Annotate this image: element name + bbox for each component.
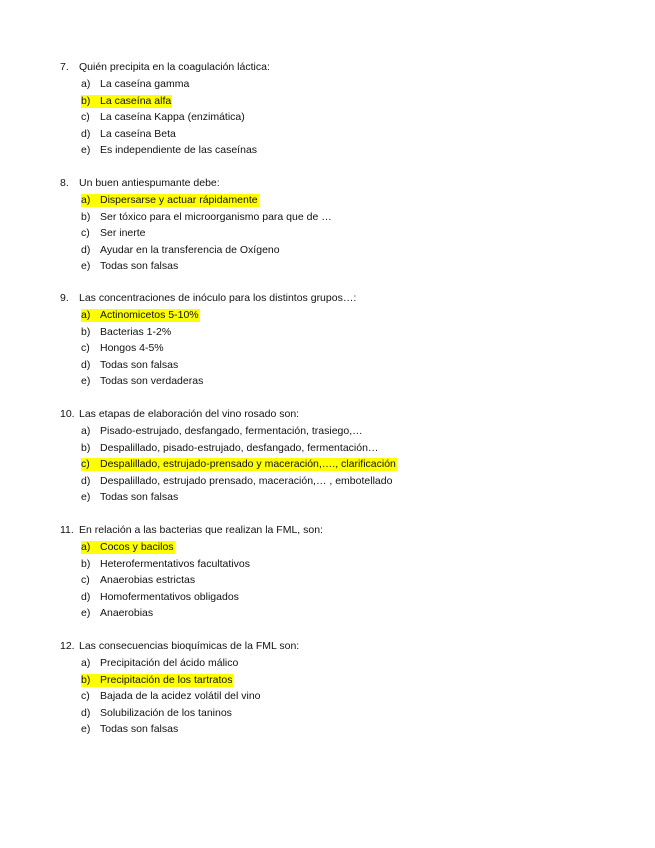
option-e	[60, 258, 620, 275]
option-content	[81, 425, 364, 438]
option-letter: d)	[81, 590, 91, 603]
option-e	[60, 489, 620, 506]
option-text: Ser inerte	[100, 227, 146, 240]
option-text: Cocos y bacilos	[100, 541, 174, 553]
option-letter: c)	[81, 227, 90, 240]
option-letter: d)	[81, 358, 91, 371]
option-text: Es independiente de las caseínas	[100, 144, 258, 157]
option-letter: c)	[81, 111, 90, 124]
option-text: Bajada de la acidez volátil del vino	[100, 690, 261, 703]
option-text: Despalillado, estrujado-prensado y maceración,…., clarificación	[100, 458, 396, 471]
question-text: Un buen antiespumante debe:	[79, 177, 220, 189]
option-content	[81, 309, 200, 322]
option-content	[81, 227, 147, 240]
question-text: Las concentraciones de inóculo para los distintos grupos…:	[79, 292, 357, 304]
option-c	[60, 340, 620, 357]
option-letter: c)	[81, 574, 90, 587]
option-text: La caseína alfa	[100, 94, 172, 107]
option-letter: e)	[81, 375, 91, 388]
option-c	[60, 109, 620, 126]
option-c	[60, 456, 620, 473]
option-letter: d)	[81, 474, 91, 487]
option-letter: c)	[81, 342, 90, 355]
option-letter: c)	[81, 690, 90, 703]
option-e	[60, 605, 620, 622]
option-d	[60, 357, 620, 374]
option-text: Anaerobias estrictas	[100, 574, 196, 587]
option-letter: c)	[81, 458, 90, 471]
option-text: Pisado-estrujado, desfangado, fermentación, trasiego,…	[100, 425, 363, 437]
option-content	[81, 244, 281, 257]
option-content	[81, 723, 179, 736]
option-b	[60, 324, 620, 341]
option-content	[81, 375, 204, 388]
option-content	[81, 707, 233, 720]
option-b	[60, 93, 620, 110]
option-text: Precipitación del ácido málico	[100, 657, 239, 669]
option-e	[60, 142, 620, 159]
option-text: Despalillado, pisado-estrujado, desfangado, fermentación…	[100, 441, 379, 454]
question-number: 12.	[60, 640, 75, 652]
option-letter: a)	[81, 657, 91, 669]
option-e	[60, 373, 620, 390]
option-content	[81, 128, 177, 141]
option-content	[81, 541, 175, 554]
option-text: Todas son falsas	[100, 723, 179, 736]
option-letter: e)	[81, 491, 91, 504]
option-text: Heterofermentativos facultativos	[100, 557, 250, 570]
option-text: Dispersarse y actuar rápidamente	[100, 194, 258, 206]
question-stem	[60, 406, 620, 423]
option-text: Todas son verdaderas	[100, 375, 204, 388]
option-letter: d)	[81, 127, 91, 140]
option-letter: a)	[81, 425, 91, 437]
option-d	[60, 705, 620, 722]
question-11	[60, 522, 620, 622]
option-c	[60, 572, 620, 589]
option-letter: b)	[81, 557, 91, 570]
option-letter: e)	[81, 260, 91, 273]
option-letter: b)	[81, 94, 91, 107]
option-text: Bacterias 1-2%	[100, 325, 172, 338]
option-b	[60, 209, 620, 226]
option-letter: e)	[81, 144, 91, 157]
option-content	[81, 458, 397, 471]
option-a	[60, 307, 620, 324]
option-letter: e)	[81, 723, 91, 736]
option-text: La caseína Beta	[100, 127, 176, 140]
question-text: Las consecuencias bioquímicas de la FML son:	[79, 640, 300, 652]
question-text: Quién precipita en la coagulación láctica:	[79, 61, 270, 73]
option-text: Homofermentativos obligados	[100, 590, 239, 603]
option-c	[60, 688, 620, 705]
option-d	[60, 473, 620, 490]
option-a	[60, 423, 620, 440]
option-text: Solubilización de los taninos	[100, 706, 232, 719]
option-letter: a)	[81, 78, 91, 90]
option-content	[81, 260, 179, 273]
option-content	[81, 326, 172, 339]
option-letter: b)	[81, 673, 91, 686]
option-content	[81, 475, 393, 488]
question-number: 7.	[60, 61, 69, 73]
option-b	[60, 556, 620, 573]
option-text: Hongos 4-5%	[100, 342, 164, 355]
question-12	[60, 638, 620, 738]
option-content	[81, 574, 196, 587]
option-a	[60, 655, 620, 672]
option-text: La caseína gamma	[100, 78, 190, 90]
question-8	[60, 175, 620, 275]
option-text: Todas son falsas	[100, 358, 179, 371]
option-a	[60, 76, 620, 93]
option-text: Todas son falsas	[100, 491, 179, 504]
option-letter: b)	[81, 210, 91, 223]
option-content	[81, 607, 154, 620]
option-content	[81, 359, 179, 372]
option-text: Actinomicetos 5-10%	[100, 309, 199, 321]
option-a	[60, 192, 620, 209]
option-text: La caseína Kappa (enzimática)	[100, 111, 245, 124]
question-stem	[60, 522, 620, 539]
question-stem	[60, 290, 620, 307]
option-a	[60, 539, 620, 556]
option-text: Ser tóxico para el microorganismo para que de …	[100, 210, 332, 223]
question-text: En relación a las bacterias que realizan la FML, son:	[79, 524, 323, 536]
option-text: Todas son falsas	[100, 260, 179, 273]
option-content	[81, 342, 165, 355]
question-10	[60, 406, 620, 506]
option-text: Despalillado, estrujado prensado, maceración,… , embotellado	[100, 474, 393, 487]
option-letter: d)	[81, 243, 91, 256]
option-text: Ayudar en la transferencia de Oxígeno	[100, 243, 280, 256]
option-letter: b)	[81, 325, 91, 338]
option-b	[60, 672, 620, 689]
option-letter: d)	[81, 706, 91, 719]
option-content	[81, 144, 258, 157]
option-content	[81, 442, 379, 455]
option-content	[81, 211, 333, 224]
option-letter: b)	[81, 441, 91, 454]
question-number: 9.	[60, 292, 69, 304]
option-content	[81, 591, 240, 604]
option-content	[81, 194, 259, 207]
option-text: Precipitación de los tartratos	[100, 673, 233, 686]
option-content	[81, 657, 239, 670]
option-letter: e)	[81, 607, 91, 620]
question-stem	[60, 175, 620, 192]
option-letter: a)	[81, 194, 91, 206]
option-text: Anaerobias	[100, 607, 154, 620]
question-text: Las etapas de elaboración del vino rosado son:	[79, 408, 300, 420]
option-content	[81, 690, 262, 703]
question-number: 11.	[60, 524, 74, 536]
question-stem	[60, 638, 620, 655]
option-d	[60, 589, 620, 606]
question-number: 10.	[60, 408, 75, 420]
question-number: 8.	[60, 177, 69, 189]
question-7	[60, 59, 620, 159]
option-letter: a)	[81, 541, 91, 553]
option-c	[60, 225, 620, 242]
option-d	[60, 242, 620, 259]
question-stem	[60, 59, 620, 76]
option-content	[81, 674, 233, 687]
option-b	[60, 440, 620, 457]
option-content	[81, 78, 190, 91]
option-content	[81, 111, 246, 124]
option-content	[81, 558, 251, 571]
option-d	[60, 126, 620, 143]
question-9	[60, 290, 620, 390]
option-letter: a)	[81, 309, 91, 321]
option-content	[81, 491, 179, 504]
option-e	[60, 721, 620, 738]
option-content	[81, 95, 172, 108]
